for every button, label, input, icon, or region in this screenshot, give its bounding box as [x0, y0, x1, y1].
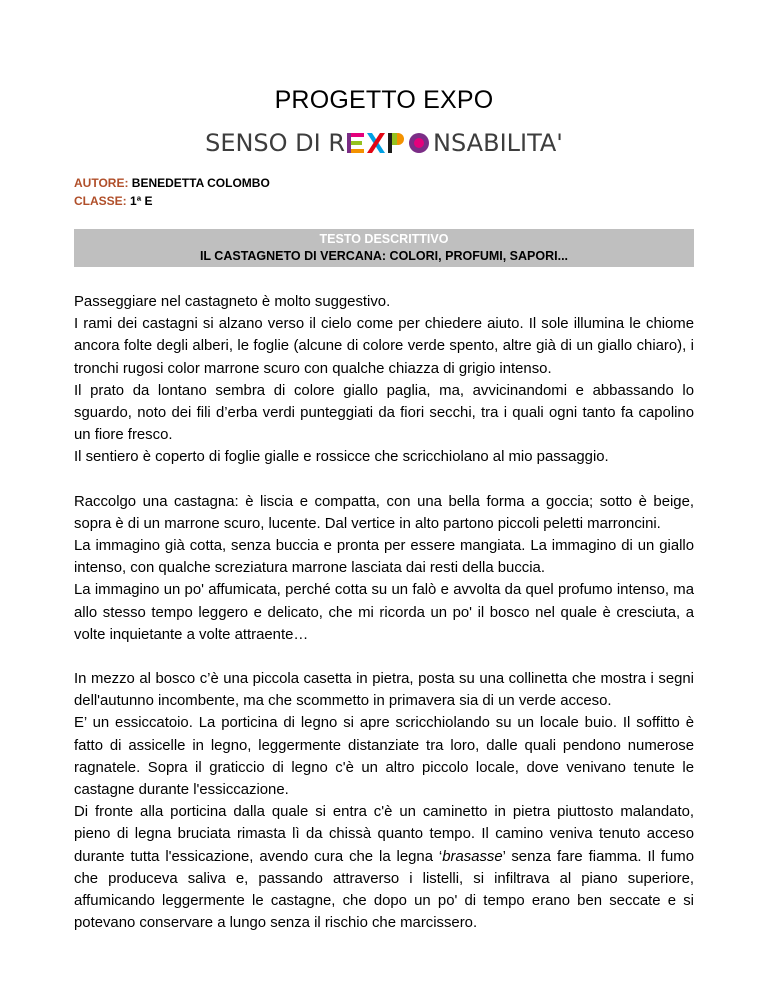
paragraph-1-line-4: Il sentiero è coperto di foglie gialle e rossicce che scricchiolano al mio passaggio. — [74, 449, 609, 466]
italic-word: brasasse — [442, 848, 503, 865]
paragraph-3-line-3-end: ’ senza fare fiamma. Il fumo che produceva saliva e, passando attraverso i listelli, si infiltrava al piano superiore, affumicando leggermente le castagne, che dopo un po' di tempo erano ben seccate e si potevano conservare a lungo senza il rischio che marcissero. — [74, 848, 694, 932]
paragraph-3-line-3-start: Di fronte alla porticina dalla quale si entra c'è un caminetto in pietra piuttosto malandato, pieno di legna bruciata rimasta lì da chissà quanto tempo. Il camino veniva tenuto acceso durante tutta l'essicazione, avendo cura che la legna ‘ — [74, 804, 694, 865]
document-body — [74, 291, 694, 934]
section-banner — [74, 229, 694, 267]
logo-o-inner — [414, 138, 424, 148]
author-line — [74, 176, 270, 190]
logo-e-bottom — [351, 149, 364, 153]
logo-e-stem — [347, 133, 351, 153]
class-line — [74, 194, 152, 208]
paragraph-3-line-3 — [74, 801, 694, 934]
author-label: AUTORE: — [74, 176, 129, 190]
banner-genre: TESTO DESCRITTIVO — [319, 232, 449, 246]
class-value: 1ª E — [130, 194, 153, 208]
subtitle-suffix: NSABILITA' — [433, 129, 563, 157]
paragraph-1-line-3: Il prato da lontano sembra di colore giallo paglia, ma, avvicinandomi e abbassando lo sguardo, noto dei fili d’erba verdi punteggiati da fiori secchi, tra i quali ogni tanto fa capolino un fiore fresco. — [74, 382, 694, 444]
subtitle-prefix: SENSO DI R — [205, 129, 346, 157]
class-label: CLASSE: — [74, 194, 127, 208]
page-title: PROGETTO EXPO — [274, 86, 494, 114]
paragraph-2-line-1: Raccolgo una castagna: è liscia e compatta, con una bella forma a goccia; sotto è beige, sopra è di un marrone scuro, lucente. Dal vertice in alto partono piccoli peletti marroncini. — [74, 493, 694, 532]
logo-p-stem — [388, 133, 392, 153]
banner-title: IL CASTAGNETO DI VERCANA: COLORI, PROFUMI, SAPORI... — [199, 249, 569, 263]
paragraph-1-line-2: I rami dei castagni si alzano verso il cielo come per chiedere aiuto. Il sole illumina le chiome ancora folte degli alberi, le foglie (alcune di colore verde spento, altre già di un giallo chiaro), i tronchi rugosi color marrone scuro con qualche chiazza di grigio intenso. — [74, 316, 694, 377]
paragraph-2-line-3: La immagino un po' affumicata, perché cotta su un falò e avvolta da quel profumo intenso, ma allo stesso tempo leggero e delicato, che mi ricorda un po' il bosco nel quale è cresciuta, a volte inquietante a volte attraente… — [74, 582, 694, 643]
expo-logo-icon — [347, 132, 431, 154]
author-value: BENEDETTA COLOMBO — [131, 176, 270, 190]
paragraph-2-line-2: La immagino già cotta, senza buccia e pronta per essere mangiata. La immagino di un giallo intenso, con qualche screziatura marrone lasciata dai resti della buccia. — [74, 538, 694, 577]
logo-e-mid — [351, 141, 362, 145]
page-subtitle — [0, 129, 768, 157]
logo-e-top — [351, 133, 364, 137]
paragraph-3-line-2: E’ un essiccatoio. La porticina di legno si apre scricchiolando su un locale buio. Il soffitto è fatto di assicelle in legno, leggermente distanziate tra loro, dalle quali pendono numerose ragnatele. Sopra il graticcio di legno c'è un altro piccolo locale, dove venivano tenute le castagne durante l'essiccazione. — [74, 715, 694, 799]
paragraph-3-line-1: In mezzo al bosco c’è una piccola casetta in pietra, posta su una collinetta che mostra i segni dell'autunno incombente, ma che scommetto in primavera sia di un verde acceso. — [74, 671, 694, 710]
paragraph-1-line-1: Passeggiare nel castagneto è molto suggestivo. — [74, 294, 391, 310]
logo-p-join — [392, 133, 397, 145]
